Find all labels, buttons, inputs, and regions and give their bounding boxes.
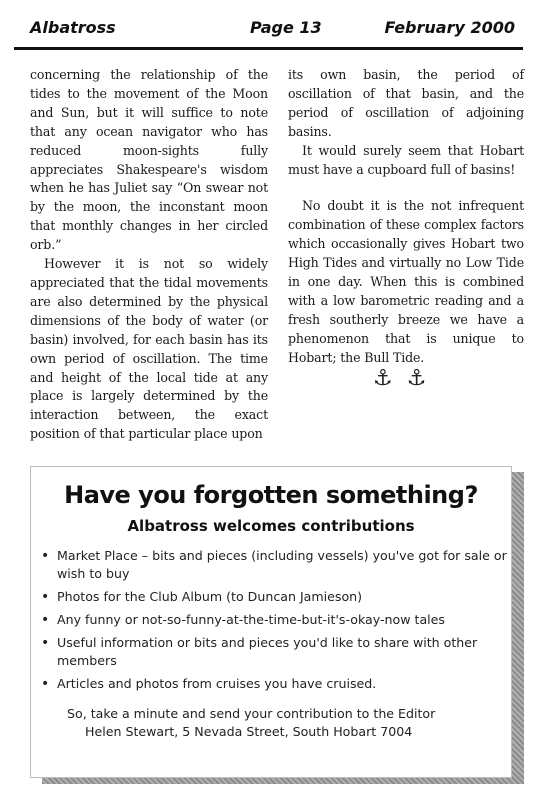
issue-date: February 2000 <box>384 18 515 37</box>
list-item <box>37 588 507 606</box>
publication-title: Albatross <box>30 18 116 37</box>
list-item-text: Articles and photos from cruises you have cruised. <box>57 676 377 691</box>
anchor-icon: ⚓⚓ <box>373 366 441 391</box>
article-paragraph: concerning the relationship of the tides to the movement of the Moon and Sun, but it will suffice to note that any ocean navigator who has reduced moon-sights fully appreciates Shakespeare's wisdom when he has Juliet say “On swear not by the moon, the inconstant moon that monthly changes in her circled orb.” <box>30 67 268 253</box>
bullet-icon: • <box>41 676 50 692</box>
article-paragraph: its own basin, the period of oscillation of that basin, and the period of oscillation of adjoining basins. <box>288 67 524 139</box>
list-item <box>37 634 507 670</box>
list-item <box>37 611 507 629</box>
editor-instruction: So, take a minute and send your contribution to the Editor <box>67 706 436 721</box>
notice-subtitle: Albatross welcomes contributions <box>127 517 415 535</box>
article-paragraph: However it is not so widely appreciated that the tidal movements are also determined by the physical dimensions of the body of water (or basin) involved, for each basin has its own period of oscillation. The time and height of the local tide at any place is largely determined by the interaction between, the exact position of that particular place upon <box>30 256 268 442</box>
contributions-notice <box>30 466 512 778</box>
page-header <box>14 14 523 44</box>
bullet-icon: • <box>41 635 50 651</box>
notice-list <box>37 547 507 698</box>
list-item <box>37 675 507 693</box>
bullet-icon: • <box>41 612 50 628</box>
editor-address: Helen Stewart, 5 Nevada Street, South Hobart 7004 <box>85 724 413 739</box>
notice-footer <box>59 705 499 741</box>
article-paragraph: It would surely seem that Hobart must have a cupboard full of basins! <box>288 142 524 177</box>
header-rule <box>14 47 523 50</box>
list-item-text: Useful information or bits and pieces you'd like to share with other members <box>57 635 478 668</box>
article-left-column <box>30 66 268 444</box>
bullet-icon: • <box>41 548 50 564</box>
article-paragraph: No doubt it is the not infrequent combination of these complex factors which occasionally gives Hobart two High Tides and virtually no Low Tide in one day. When this is combined with a low barometric reading and a fresh southerly breeze we have a phenomenon that is unique to Hobart; the Bull Tide. <box>288 198 524 365</box>
article-right-column <box>288 66 524 368</box>
list-item-text: Any funny or not-so-funny-at-the-time-but-it's-okay-now tales <box>57 612 445 627</box>
list-item-text: Market Place – bits and pieces (including vessels) you've got for sale or wish to buy <box>57 548 507 581</box>
bullet-icon: • <box>41 589 50 605</box>
page-number: Page 13 <box>250 18 322 37</box>
notice-title: Have you forgotten something? <box>64 481 478 509</box>
list-item <box>37 547 507 583</box>
list-item-text: Photos for the Club Album (to Duncan Jamieson) <box>57 589 363 604</box>
